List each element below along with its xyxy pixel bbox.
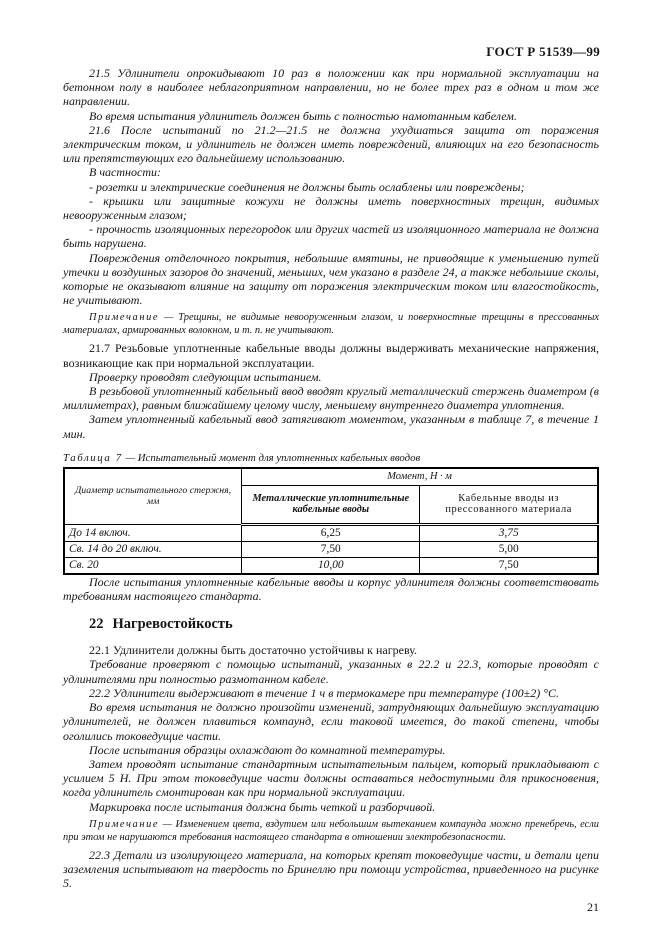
- note-label: Примечание: [89, 818, 160, 830]
- table-cell-diameter: Св. 20: [64, 557, 242, 574]
- para-21-7-torque: Затем уплотненный кабельный ввод затягивают моментом, указанным в таблице 7, в течение 1 мин.: [63, 412, 599, 441]
- para-21-7-check: Проверку проводят следующим испытанием.: [89, 369, 322, 384]
- table-cell-metal-torque: 10,00: [242, 557, 420, 574]
- table-7-caption: [63, 452, 599, 464]
- para-21-6-item-covers: - крышки или защитные кожухи не должны иметь поверхностных трещин, видимых невооруженным глазом;: [63, 193, 599, 223]
- section-22-number: 22: [89, 616, 104, 633]
- para-22-2: 22.2 Удлинители выдерживают в течение 1 ч в термокамере при температуре (100±2) °С.: [89, 685, 559, 700]
- note-dash: —: [164, 312, 174, 324]
- para-22-1-check: Требование проверяют с помощью испытаний, указанных в 22.2 и 22.3, которые проводят с удлинителями при полностью размотанном кабеле.: [63, 657, 599, 686]
- note-label: Примечание: [89, 312, 160, 324]
- para-21-6-item-sockets: - розетки и электрические соединения не должны быть ослаблены или повреждены;: [89, 179, 525, 194]
- para-22-2-test-finger: Затем проводят испытание стандартным испытательным пальцем, который прикладывают с усилием 5 Н. При этом токоведущие части должны оставаться недоступными для прикосновения, когда удлинитель смонтирован как при нормальной эксплуатации.: [63, 756, 599, 800]
- para-21-7-rod: В резьбовой уплотненный кабельный ввод вводят круглый металлический стержень диаметром (в миллиметрах), равным ближайшему целому числу, меньшему внутреннего диаметра уплотнения.: [63, 384, 599, 413]
- table-7-caption-dash: —: [125, 451, 136, 464]
- para-22-2-marking: Маркировка после испытания должна быть четкой и разборчивой.: [89, 799, 436, 814]
- table-7-col-header-diameter: Диаметр испытательного стержня, мм: [64, 468, 242, 525]
- para-after-table: После испытания уплотненные кабельные вводы и корпус удлинителя должны соответствовать требованиям настоящего стандарта.: [63, 574, 599, 604]
- para-21-5-cable: Во время испытания удлинитель должен быть с полностью намотанным кабелем.: [89, 108, 517, 123]
- para-22-2-cooling: После испытания образцы охлаждают до комнатной температуры.: [89, 742, 446, 757]
- note-text: Трещины, не видимые невооруженным глазом, и поверхностные трещины в прессованных материалах, армированных волокном, и т. п. не учитывают.: [63, 312, 599, 337]
- table-cell-diameter: Св. 14 до 20 включ.: [64, 541, 242, 557]
- table-7-col-header-pressed-glands: Кабельные вводы из прессованного материала: [420, 485, 598, 524]
- table-cell-diameter: До 14 включ.: [64, 524, 242, 541]
- para-22-1: 22.1 Удлинители должны быть достаточно устойчивы к нагреву.: [89, 643, 418, 658]
- table-7: [63, 467, 599, 575]
- para-21-6-item-barriers: - прочность изоляционных перегородок или других частей из изоляционного материала не должна быть нарушена.: [63, 222, 599, 251]
- para-22-2-during: Во время испытания не должно произойти изменений, затрудняющих дальнейшую эксплуатацию удлинителей, не должен плавиться компаунд, если таковой имеется, до такой степени, чтобы оголились токоведущие части.: [63, 700, 599, 743]
- table-7-title: Испытательный момент для уплотненных кабельных вводов: [137, 451, 421, 464]
- para-22-3: 22.3 Детали из изолирующего материала, на которых крепят токоведущие части, и детали цепи заземления испытывают на твердость по Бринеллю при помощи устройства, приведенного на рисунке 5.: [63, 847, 599, 891]
- table-cell-pressed-torque: 3,75: [420, 524, 598, 541]
- para-21-6-damage: Повреждения отделочного покрытия, небольшие вмятины, не приводящие к уменьшению путей утечки и воздушных зазоров до значений, меньших, чем указано в разделе 24, а также небольшие сколы, которые не оказывают влияние на защиту от поражения электрическим током или влагостойкость, не учитывают.: [63, 250, 599, 308]
- table-row: [64, 524, 598, 541]
- section-22-title: Нагревостойкость: [112, 616, 233, 633]
- note-text: Изменением цвета, вздутием или небольшим вытеканием компаунда можно пренебречь, если при этом не нарушаются требования настоящего стандарта в отношении электробезопасности.: [63, 818, 599, 843]
- table-7-label: Таблица 7: [63, 451, 123, 464]
- document-content: [63, 66, 599, 915]
- page-header-standard-number: ГОСТ Р 51539—99: [486, 44, 600, 59]
- table-cell-metal-torque: 6,25: [242, 524, 420, 541]
- table-row: [64, 557, 598, 574]
- table-cell-pressed-torque: 5,00: [420, 541, 598, 557]
- note-21-6: [63, 311, 599, 337]
- para-21-7: 21.7 Резьбовые уплотненные кабельные вводы должны выдерживать механические напряжения, возникающие как при нормальной эксплуатации.: [63, 341, 599, 370]
- table-cell-pressed-torque: 7,50: [420, 557, 598, 574]
- section-22-heading: [63, 616, 599, 633]
- note-22-2: [63, 818, 599, 844]
- page-number: 21: [587, 900, 599, 915]
- para-21-6: 21.6 После испытаний по 21.2—21.5 не должна ухудшаться защита от поражения электрическим током, и удлинитель не должен иметь повреждений, влияющих на его безопасность или препятствующих его дальнейшему использованию.: [63, 122, 599, 166]
- para-21-5: 21.5 Удлинители опрокидывают 10 раз в положении как при нормальной эксплуатации на бетонном полу в наиболее неблагоприятном направлении, но не более трех раз в одном и том же направлении.: [63, 66, 599, 109]
- note-dash: —: [162, 818, 172, 830]
- table-row: [64, 541, 598, 557]
- table-7-header-row-1: [64, 468, 598, 486]
- table-7-col-header-moment: Момент, Н · м: [242, 468, 598, 486]
- table-cell-metal-torque: 7,50: [242, 541, 420, 557]
- para-21-6-intro: В частности:: [89, 165, 161, 180]
- table-7-col-header-metal-glands: Металлические уплотнительные кабельные вводы: [242, 485, 420, 524]
